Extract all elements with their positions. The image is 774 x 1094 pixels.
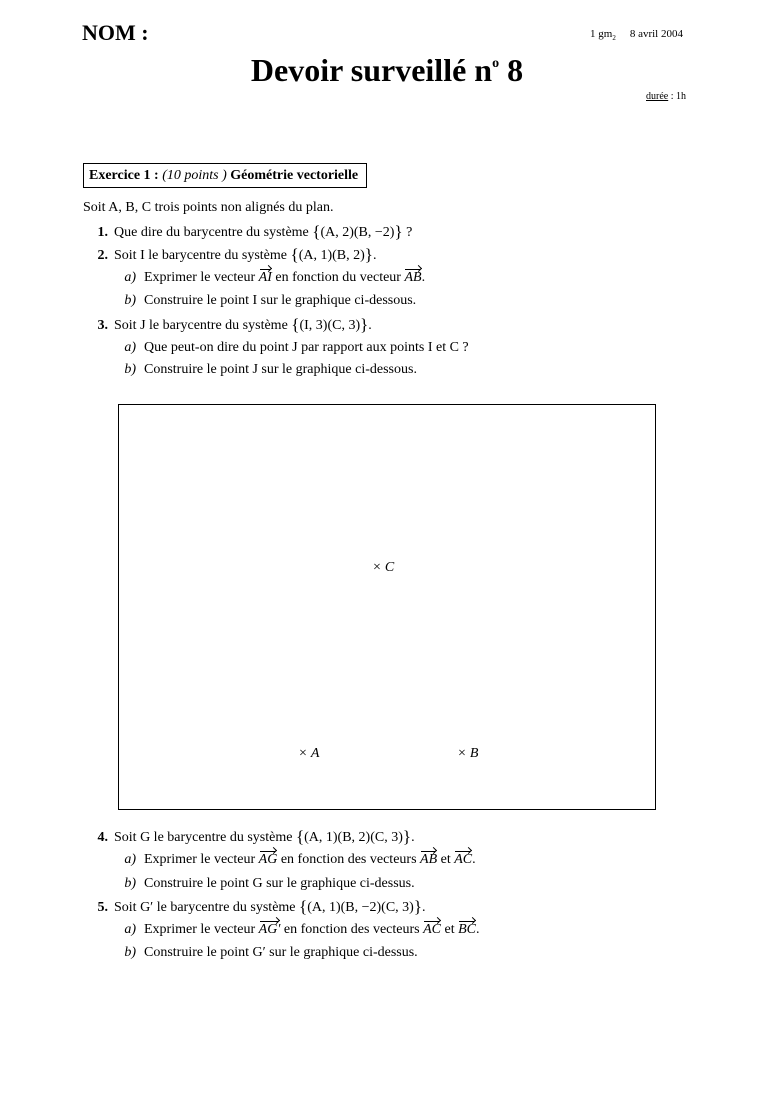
text-middle: en fonction des vecteurs [280, 922, 424, 937]
question-tail: . [411, 830, 415, 845]
subquestion-text: Construire le point I sur le graphique ci-dessous. [144, 293, 417, 308]
point-a [299, 746, 319, 762]
question-5b [122, 944, 418, 962]
vector-ag: AG [258, 852, 278, 867]
vector-ac: AC [454, 852, 473, 867]
point-c [373, 560, 394, 576]
subquestion-text: Que peut-on dire du point J par rapport aux points I et C ? [144, 340, 469, 355]
question-text: Soit G le barycentre du système [114, 830, 293, 845]
question-number: 4. [97, 830, 108, 845]
subquestion-text: Construire le point J sur le graphique ci-dessous. [144, 362, 417, 377]
class-subscript: 2 [612, 34, 616, 43]
title-text: Devoir surveillé n [250, 52, 493, 88]
vector-ac: AC [423, 922, 441, 937]
vector-bc: BC [458, 922, 476, 937]
subquestion-label: a) [124, 270, 136, 285]
system: (A, 1)(B, 2)(C, 3) [304, 830, 403, 845]
system: (I, 3)(C, 3) [299, 318, 361, 333]
question-text: Soit I le barycentre du système [114, 248, 288, 263]
vector-ab: AB [404, 270, 422, 285]
subquestion-label: b) [124, 362, 136, 377]
subquestion-text: Construire le point G sur le graphique ci-dessus. [144, 876, 415, 891]
point-label: B [469, 746, 479, 761]
question-4: 4. Soit G le barycentre du système {(A, 1)(B, 2)(C, 3)}. [88, 827, 415, 847]
point-label: A [310, 746, 320, 761]
exercise-topic: Géométrie vectorielle [230, 168, 359, 183]
point-label: C [384, 560, 395, 575]
subquestion-label: b) [124, 945, 136, 960]
question-2: 2. Soit I le barycentre du système {(A, 1)(B, 2)}. [88, 245, 376, 265]
duration-label: durée [646, 91, 669, 102]
question-tail: . [372, 248, 377, 263]
system: (A, 2)(B, −2) [320, 225, 395, 240]
title-number: 8 [507, 52, 524, 88]
point-marker: × [373, 560, 381, 575]
point-marker: × [458, 746, 466, 761]
question-number: 2. [97, 248, 108, 263]
exercise-points: (10 points ) [162, 168, 227, 183]
vector-ab: AB [420, 852, 438, 867]
exercise-label: Exercice 1 : [89, 168, 159, 183]
question-tail: ? [402, 225, 413, 240]
point-b [458, 746, 478, 762]
subquestion-label: a) [124, 922, 136, 937]
question-2b [122, 292, 416, 310]
text-after: . [472, 852, 476, 867]
system: (A, 1)(B, −2)(C, 3) [307, 900, 414, 915]
text-after: . [475, 922, 480, 937]
class-label: 1 gm [590, 28, 613, 40]
subquestion-label: b) [124, 293, 136, 308]
text-before: Exprimer le vecteur [144, 922, 259, 937]
duration-value: : 1h [670, 91, 686, 102]
duration [646, 91, 686, 102]
construction-frame[interactable] [118, 404, 656, 810]
exam-date: 8 avril 2004 [629, 28, 683, 40]
question-4b [122, 875, 415, 893]
text-after: . [421, 270, 426, 285]
title-superscript: o [492, 56, 500, 72]
question-3: 3. Soit J le barycentre du système {(I, 3)(C, 3)}. [88, 315, 372, 335]
subquestion-label: b) [124, 876, 136, 891]
question-text: Soit G′ le barycentre du système [114, 900, 296, 915]
exercise-heading [83, 163, 367, 188]
question-4a [122, 851, 476, 869]
question-number: 5. [97, 900, 108, 915]
question-tail: . [422, 900, 426, 915]
text-and: et [440, 922, 459, 937]
question-number: 3. [97, 318, 108, 333]
text-before: Exprimer le vecteur [144, 852, 259, 867]
text-middle: en fonction du vecteur [271, 270, 405, 285]
question-3a [122, 339, 469, 357]
question-tail: . [368, 318, 372, 333]
class-and-date [590, 28, 683, 42]
text-and: et [437, 852, 455, 867]
page-title [0, 52, 774, 89]
text-middle: en fonction des vecteurs [277, 852, 421, 867]
question-5a [122, 921, 479, 939]
subquestion-label: a) [124, 340, 136, 355]
vector-ai: AI [258, 270, 272, 285]
question-text: Soit J le barycentre du système [114, 318, 288, 333]
subquestion-text: Construire le point G′ sur le graphique ci-dessus. [144, 945, 418, 960]
question-5: 5. Soit G′ le barycentre du système {(A, 1)(B, −2)(C, 3)}. [88, 897, 426, 917]
point-marker: × [299, 746, 307, 761]
question-2a [122, 269, 425, 287]
vector-ag-prime: AG′ [258, 922, 281, 937]
subquestion-label: a) [124, 852, 136, 867]
question-number: 1. [97, 225, 108, 240]
question-1: 1. Que dire du barycentre du système {(A, 2)(B, −2)} ? [88, 222, 412, 242]
student-name-label: NOM : [82, 20, 149, 45]
question-3b [122, 361, 417, 379]
text-before: Exprimer le vecteur [144, 270, 259, 285]
question-text: Que dire du barycentre du système [114, 225, 309, 240]
system: (A, 1)(B, 2) [298, 248, 365, 263]
exercise-intro: Soit A, B, C trois points non alignés du plan. [83, 200, 334, 215]
